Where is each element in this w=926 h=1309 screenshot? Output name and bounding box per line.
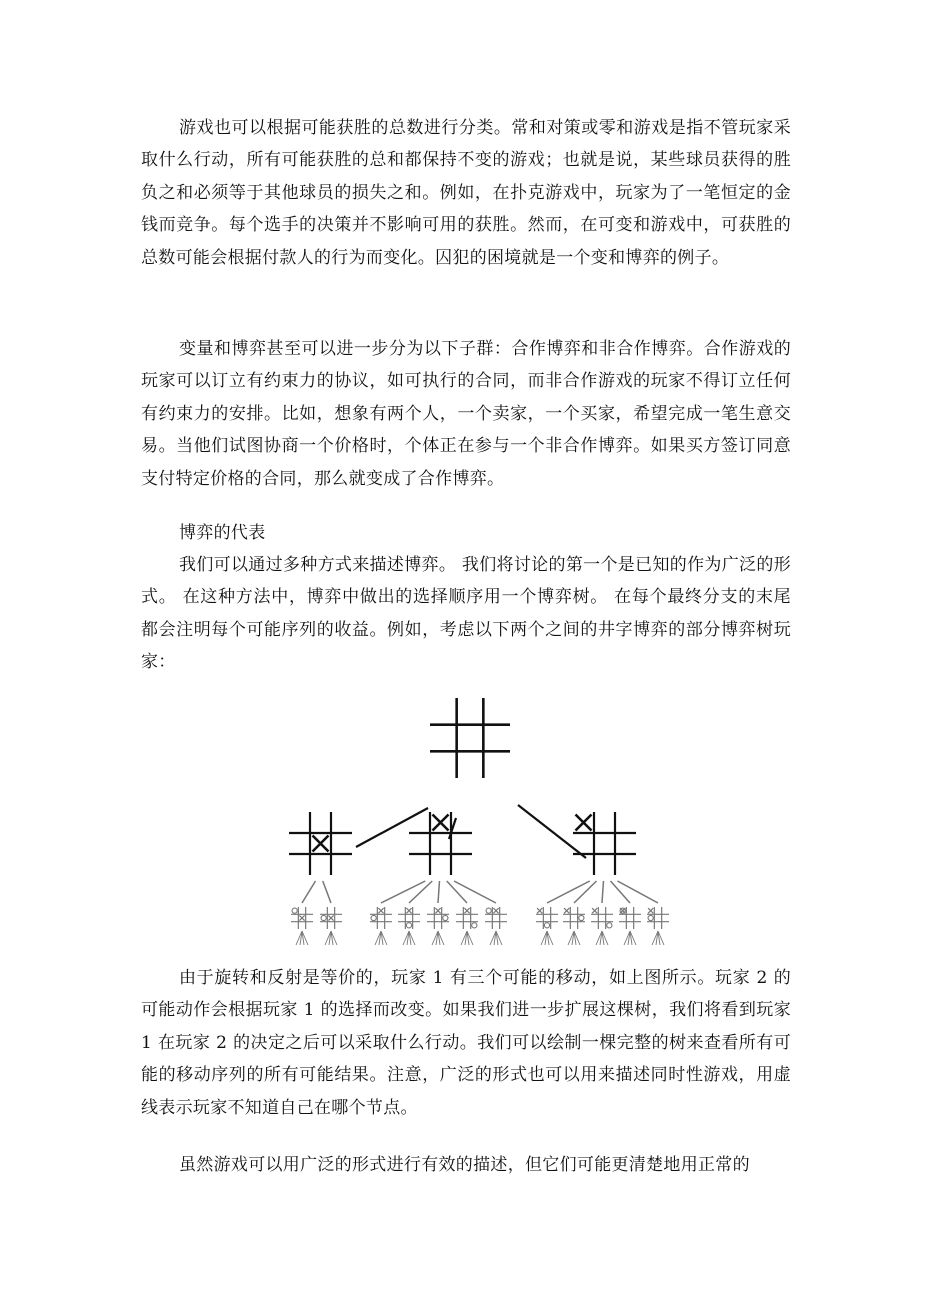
o-mark [486,908,491,913]
x-mark [493,908,498,913]
board-x-edge [409,812,472,875]
o-mark [579,915,584,920]
x-mark [328,915,333,920]
o-mark [607,923,612,928]
o-mark [321,915,326,920]
leaf-board [427,907,449,945]
x-mark [313,836,329,852]
x-mark [537,908,542,913]
leaf-branch [302,881,316,903]
leaf-branch [618,881,659,903]
x-mark [299,915,304,920]
leaf-branch [611,881,631,903]
tree-branch [518,805,586,858]
paragraph-normal-form: 虽然游戏可以用广泛的形式进行有效的描述，但它们可能更清楚地用正常的 [179,1155,750,1175]
leaf-board [320,907,342,945]
o-mark [443,915,448,920]
o-mark [371,915,376,920]
leaf-board [591,907,613,945]
leaf-board [563,907,585,945]
paragraph-player-moves: 由于旋转和反射是等价的，玩家 1 有三个可能的移动，如上图所示。玩家 2 的可能动作会根据玩家 1 的选择而改变。如果我们进一步扩展这棵树，我们将看到玩家 1 在玩家 2 的决定之后可以采取什么行动。我们可以绘制一棵完整的树来查看所有可能的移动序列的所有可能结果。注意，广泛的形式也可以用来描述同时性游戏，用虚线表示玩家不知道自己在哪个节点。 [141,968,791,1118]
x-mark [433,815,449,831]
leaf-board [291,907,313,945]
x-mark [378,908,383,913]
x-mark [435,908,440,913]
leaf-branch [547,881,590,903]
o-mark [648,915,653,920]
x-mark [564,908,569,913]
paragraph-extensive-form: 我们可以通过多种方式来描述博弈。 我们将讨论的第一个是已知的作为广泛的形式。 在这种方法中，博弈中做出的选择顺序用一个博弈树。 在每个最终分支的末尾都会注明每个可能序列的收益。例如，考虑以下两个之间的井字博弈的部分博弈树玩家： [141,555,791,673]
x-mark [464,908,469,913]
leaf-board [456,907,478,945]
leaf-branch [574,881,597,903]
tic-tac-toe-game-tree [286,695,672,957]
o-mark [292,908,297,913]
x-mark [592,908,597,913]
leaf-board [370,907,392,945]
leaf-branch [454,881,496,903]
x-mark [648,908,653,913]
board-x-center [289,812,352,875]
x-mark [576,815,592,831]
board-x-corner [573,812,636,875]
leaf-board [485,907,507,945]
tree-branch [356,808,428,847]
section-heading: 博弈的代表 [179,523,266,543]
o-mark [406,923,411,928]
leaf-branch [323,881,331,903]
leaf-branch [438,881,440,903]
leaf-branch [447,881,467,903]
o-mark [472,923,477,928]
leaf-board [536,907,558,945]
paragraph-cooperative-games: 变量和博弈甚至可以进一步分为以下子群：合作博弈和非合作博弈。合作游戏的玩家可以订立有约束力的协议，如可执行的合同，而非合作游戏的玩家不得订立任何有约束力的安排。比如，想象有两个人，一个卖家，一个买家，希望完成一笔生意交易。当他们试图协商一个价格时，个体正在参与一个非合作博弈。如果买方签订同意支付特定价格的合同，那么就变成了合作博弈。 [141,339,791,489]
o-mark [544,923,549,928]
leaf-board [647,907,669,945]
leaf-branch [409,881,432,903]
leaf-board [398,907,420,945]
leaf-branch [602,881,604,903]
x-mark [406,908,411,913]
leaf-board [619,907,641,945]
paragraph-classification: 游戏也可以根据可能获胜的总数进行分类。常和对策或零和游戏是指不管玩家采取什么行动，所有可能获胜的总和都保持不变的游戏；也就是说，某些球员获得的胜负之和必须等于其他球员的损失之和。例如，在扑克游戏中，玩家为了一笔恒定的金钱而竞争。每个选手的决策并不影响可用的获胜。然而，在可变和游戏中，可获胜的总数可能会根据付款人的行为而变化。囚犯的困境就是一个变和博弈的例子。 [141,118,791,268]
leaf-branch [381,881,425,903]
root-board [430,698,510,778]
